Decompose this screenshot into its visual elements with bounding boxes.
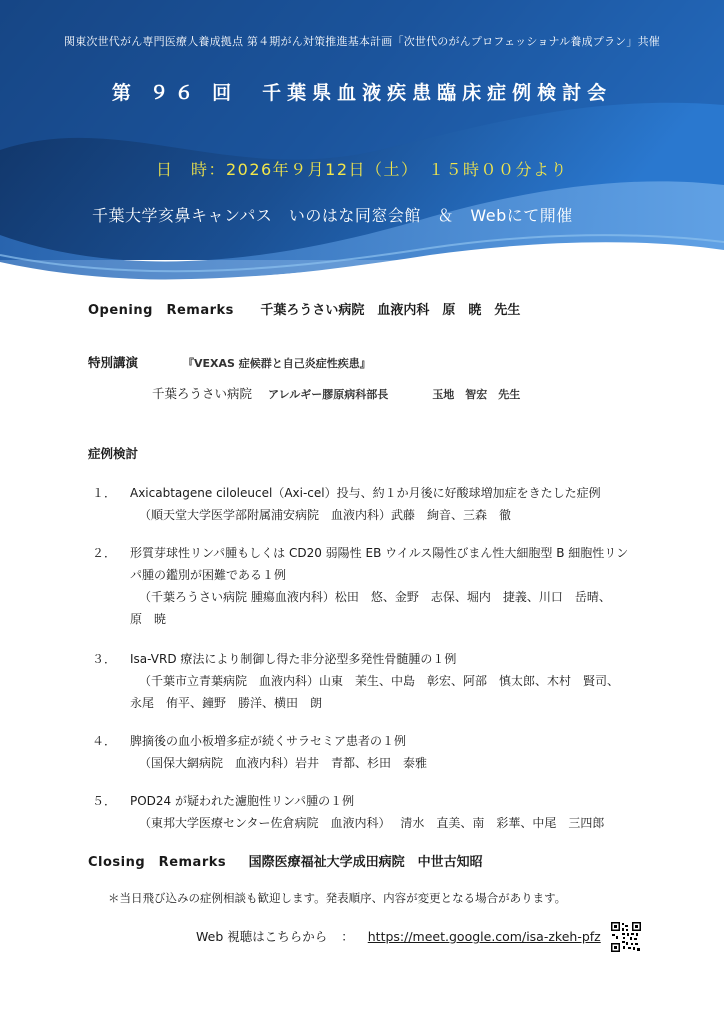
web-url-link[interactable]: https://meet.google.com/isa-zkeh-pfz xyxy=(367,929,601,944)
case-title: 脾摘後の血小板増多症が続くサラセミア患者の１例 xyxy=(130,734,407,748)
case-number: ３． xyxy=(92,652,117,666)
special-lecture-title: 『VEXAS 症候群と自己炎症性疾患』 xyxy=(183,357,371,370)
opening-label: Opening Remarks xyxy=(88,303,234,318)
case-presenters: （東邦大学医療センター佐倉病院 血液内科） 清水 直美、南 彩華、中尾 三四郎 xyxy=(139,816,605,830)
closing-label: Closing Remarks xyxy=(88,855,227,870)
case-number: ２． xyxy=(92,546,117,560)
case-number: ４． xyxy=(92,734,117,748)
case-presenters-continued: 永尾 侑平、鐘野 勝洋、横田 朗 xyxy=(130,696,323,710)
case-title: Isa-VRD 療法により制御し得た非分泌型多発性骨髄腫の１例 xyxy=(130,652,457,666)
web-separator: ： xyxy=(341,929,354,944)
case-item xyxy=(92,648,652,714)
case-discussion-heading: 症例検討 xyxy=(88,446,139,461)
event-title: 第 ９６ 回 千葉県血液疾患臨床症例検討会 xyxy=(111,82,613,104)
special-lecture-heading: 特別講演 xyxy=(88,355,139,370)
special-lecture-speaker xyxy=(152,384,520,402)
case-item xyxy=(92,542,652,630)
opening-speaker: 千葉ろうさい病院 血液内科 原 暁 先生 xyxy=(260,303,521,318)
note-text: ＊当日飛び込みの症例相談も歓迎します。発表順序、内容が変更となる場合があります。 xyxy=(108,891,567,905)
opening-remarks xyxy=(88,299,520,318)
qr-code-icon[interactable] xyxy=(611,922,641,952)
web-viewing xyxy=(196,927,601,945)
case-presenters: （千葉市立青葉病院 血液内科）山東 茉生、中島 彰宏、阿部 慎太郎、木村 賢司、 xyxy=(139,674,620,688)
case-presenters: （千葉ろうさい病院 腫瘍血液内科）松田 悠、金野 志保、堀内 捷義、川口 岳晴、 xyxy=(139,590,611,604)
event-datetime: 日 時：2026年９月12日（土） １５時００分より xyxy=(155,160,569,179)
case-presenters: （順天堂大学医学部附属浦安病院 血液内科）武藤 絢音、三森 徹 xyxy=(139,508,512,522)
case-title: 形質芽球性リンパ腫もしくは CD20 弱陽性 EB ウイルス陽性びまん性大細胞型 B 細胞性リン xyxy=(130,546,629,560)
web-label: Web 視聴はこちらから xyxy=(196,929,328,944)
special-lecture-position: アレルギー膠原病科部長 xyxy=(268,388,389,401)
event-venue: 千葉大学亥鼻キャンパス いのはな同窓会館 ＆ Webにて開催 xyxy=(92,206,573,225)
case-presenters: （国保大網病院 血液内科）岩井 青都、杉田 泰雅 xyxy=(139,756,428,770)
case-title: POD24 が疑われた濾胞性リンパ腫の１例 xyxy=(130,794,355,808)
case-item xyxy=(92,482,652,526)
closing-speaker: 国際医療福祉大学成田病院 中世古知昭 xyxy=(248,855,483,870)
special-lecture-hospital: 千葉ろうさい病院 xyxy=(152,386,253,401)
case-number: ５． xyxy=(92,794,117,808)
sponsor-line: 関東次世代がん専門医療人養成拠点 第４期がん対策推進基本計画「次世代のがんプロフェッショナル養成プラン」共催 xyxy=(64,35,660,48)
closing-remarks xyxy=(88,851,483,870)
case-presenters-continued: 原 暁 xyxy=(130,612,167,626)
header-banner xyxy=(0,0,724,290)
special-lecture-name: 玉地 智宏 先生 xyxy=(432,388,521,401)
case-title: Axicabtagene ciloleucel（Axi-cel）投与、約１か月後に好酸球増加症をきたした症例 xyxy=(130,486,601,500)
case-number: １． xyxy=(92,486,117,500)
case-item xyxy=(92,730,652,774)
case-title-continued: パ腫の鑑別が困難である１例 xyxy=(130,568,287,582)
case-item xyxy=(92,790,652,834)
